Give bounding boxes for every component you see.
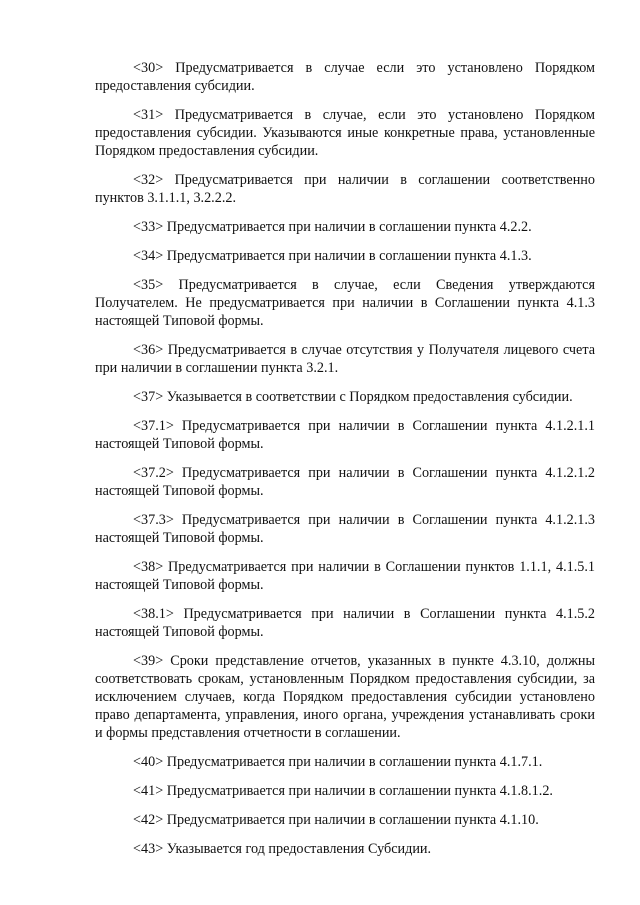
footnote-37-3: <37.3> Предусматривается при наличии в Соглашении пункта 4.1.2.1.3 настоящей Типовой формы. bbox=[95, 512, 595, 546]
footnote-36: <36> Предусматривается в случае отсутствия у Получателя лицевого счета при наличии в соглашении пункта 3.2.1. bbox=[95, 342, 595, 376]
footnote-43: <43> Указывается год предоставления Субсидии. bbox=[133, 841, 432, 857]
footnote-40: <40> Предусматривается при наличии в соглашении пункта 4.1.7.1. bbox=[133, 754, 543, 770]
footnote-31: <31> Предусматривается в случае, если это установлено Порядком предоставления субсидии. Указываются иные конкретные права, установленные Порядком предоставления субсидии. bbox=[95, 107, 595, 159]
footnote-39: <39> Сроки представление отчетов, указанных в пункте 4.3.10, должны соответствовать срокам, установленным Порядком предоставления субсидии, за исключением случаев, когда Порядком предоставления субсидии установлено право департамента, управления, иного органа, учреждения устанавливать сроки и формы представления отчетности в соглашении. bbox=[95, 653, 595, 741]
footnotes-list bbox=[95, 59, 595, 869]
footnote-37: <37> Указывается в соответствии с Порядком предоставления субсидии. bbox=[133, 389, 573, 405]
footnote-35: <35> Предусматривается в случае, если Сведения утверждаются Получателем. Не предусматривается при наличии в Соглашении пункта 4.1.3 настоящей Типовой формы. bbox=[95, 277, 595, 329]
footnote-32: <32> Предусматривается при наличии в соглашении соответственно пунктов 3.1.1.1, 3.2.2.2. bbox=[95, 172, 595, 206]
footnote-37-1: <37.1> Предусматривается при наличии в Соглашении пункта 4.1.2.1.1 настоящей Типовой формы. bbox=[95, 418, 595, 452]
footnote-30: <30> Предусматривается в случае если это установлено Порядком предоставления субсидии. bbox=[95, 60, 595, 94]
footnote-42: <42> Предусматривается при наличии в соглашении пункта 4.1.10. bbox=[133, 812, 539, 828]
footnote-37-2: <37.2> Предусматривается при наличии в Соглашении пункта 4.1.2.1.2 настоящей Типовой формы. bbox=[95, 465, 595, 499]
footnote-33: <33> Предусматривается при наличии в соглашении пункта 4.2.2. bbox=[133, 219, 532, 235]
footnote-38-1: <38.1> Предусматривается при наличии в Соглашении пункта 4.1.5.2 настоящей Типовой формы. bbox=[95, 606, 595, 640]
footnote-41: <41> Предусматривается при наличии в соглашении пункта 4.1.8.1.2. bbox=[133, 783, 553, 799]
footnote-38: <38> Предусматривается при наличии в Соглашении пунктов 1.1.1, 4.1.5.1 настоящей Типовой формы. bbox=[95, 559, 595, 593]
footnote-34: <34> Предусматривается при наличии в соглашении пункта 4.1.3. bbox=[133, 248, 532, 264]
